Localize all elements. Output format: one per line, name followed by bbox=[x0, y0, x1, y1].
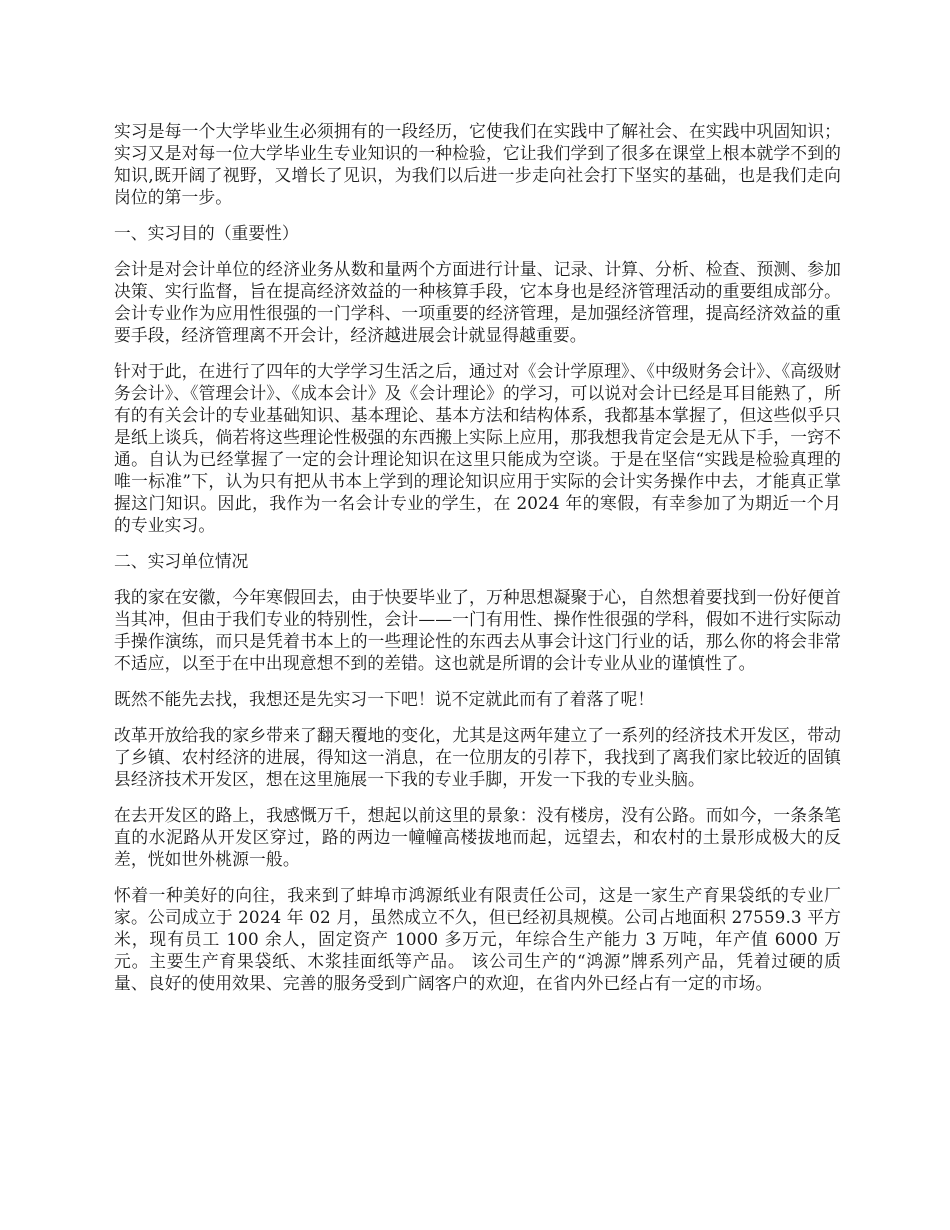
paragraph-study-background: 针对于此，在进行了四年的大学学习生活之后，通过对《会计学原理》、《中级财务会计》、《高级财务会计》、《管理会计》、《成本会计》及《会计理论》的学习，可以说对会计已经是耳目能熟了，所有的有关会计的专业基础知识、基本理论、基本方法和结构体系，我都基本掌握了，但这些似乎只是纸上谈兵，倘若将这些理论性极强的东西搬上实际上应用，那我想我肯定会是无从下手，一窍不通。自认为已经掌握了一定的会计理论知识在这里只能成为空谈。于是在坚信“实践是检验真理的唯一标准”下，认为只有把从书本上学到的理论知识应用于实际的会计实务操作中去，才能真正掌握这门知识。因此，我作为一名会计专业的学生，在 2024 年的寒假，有幸参加了为期近一个月的专业实习。 bbox=[114, 361, 841, 535]
paragraph-home: 我的家在安徽，今年寒假回去，由于快要毕业了，万种思想凝聚于心，自然想着要找到一份好便首当其冲，但由于我们专业的特别性，会计——一门有用性、操作性很强的学科，假如不进行实际动手操作演练，而只是凭着书本上的一些理论性的东西去从事会计这门行业的话，那么你的将会非常不适应，以至于在中出现意想不到的差错。这也就是所谓的会计专业从业的谨慎性了。 bbox=[114, 587, 841, 673]
paragraph-company: 怀着一种美好的向往，我来到了蚌埠市鸿源纸业有限责任公司，这是一家生产育果袋纸的专业厂家。公司成立于 2024 年 02 月，虽然成立不久，但已经初具规模。公司占地面积 27559.3 平方米，现有员工 100 余人，固定资产 1000 多万元，年综合生产能力 3 万吨，年产值 6000 万元。主要生产育果袋纸、木浆挂面纸等产品。 该公司生产的“鸿源”牌系列产品，凭着过硬的质量、良好的使用效果、完善的服务受到广阔客户的欢迎，在省内外已经占有一定的市场。 bbox=[114, 885, 841, 993]
intro-paragraph: 实习是每一个大学毕业生必须拥有的一段经历，它使我们在实践中了解社会、在实践中巩固知识；实习又是对每一位大学毕业生专业知识的一种检验，它让我们学到了很多在课堂上根本就学不到的知识,既开阔了视野，又增长了见识，为我们以后进一步走向社会打下坚实的基础，也是我们走向岗位的第一步。 bbox=[114, 121, 841, 207]
paragraph-decision: 既然不能先去找，我想还是先实习一下吧！说不定就此而有了着落了呢！ bbox=[114, 689, 655, 709]
paragraph-accounting-definition: 会计是对会计单位的经济业务从数和量两个方面进行计量、记录、计算、分析、检查、预测、参加决策、实行监督，旨在提高经济效益的一种核算手段，它本身也是经济管理活动的重要组成部分。会计专业作为应用性很强的一门学科、一项重要的经济管理，是加强经济管理，提高经济效益的重要手段，经济管理离不开会计，经济越进展会计就显得越重要。 bbox=[114, 259, 841, 345]
document-body bbox=[114, 120, 841, 1008]
paragraph-road: 在去开发区的路上，我感慨万千，想起以前这里的景象：没有楼房，没有公路。而如今，一条条笔直的水泥路从开发区穿过，路的两边一幢幢高楼拔地而起，远望去，和农村的土景形成极大的反差，恍如世外桃源一般。 bbox=[114, 805, 841, 869]
section-heading-unit: 二、实习单位情况 bbox=[114, 551, 249, 571]
section-heading-purpose: 一、实习目的（重要性） bbox=[114, 223, 299, 243]
paragraph-reform: 改革开放给我的家乡带来了翻天覆地的变化，尤其是这两年建立了一系列的经济技术开发区，带动了乡镇、农村经济的进展，得知这一消息，在一位朋友的引荐下，我找到了离我们家比较近的固镇县经济技术开发区，想在这里施展一下我的专业手脚，开发一下我的专业头脑。 bbox=[114, 725, 841, 789]
